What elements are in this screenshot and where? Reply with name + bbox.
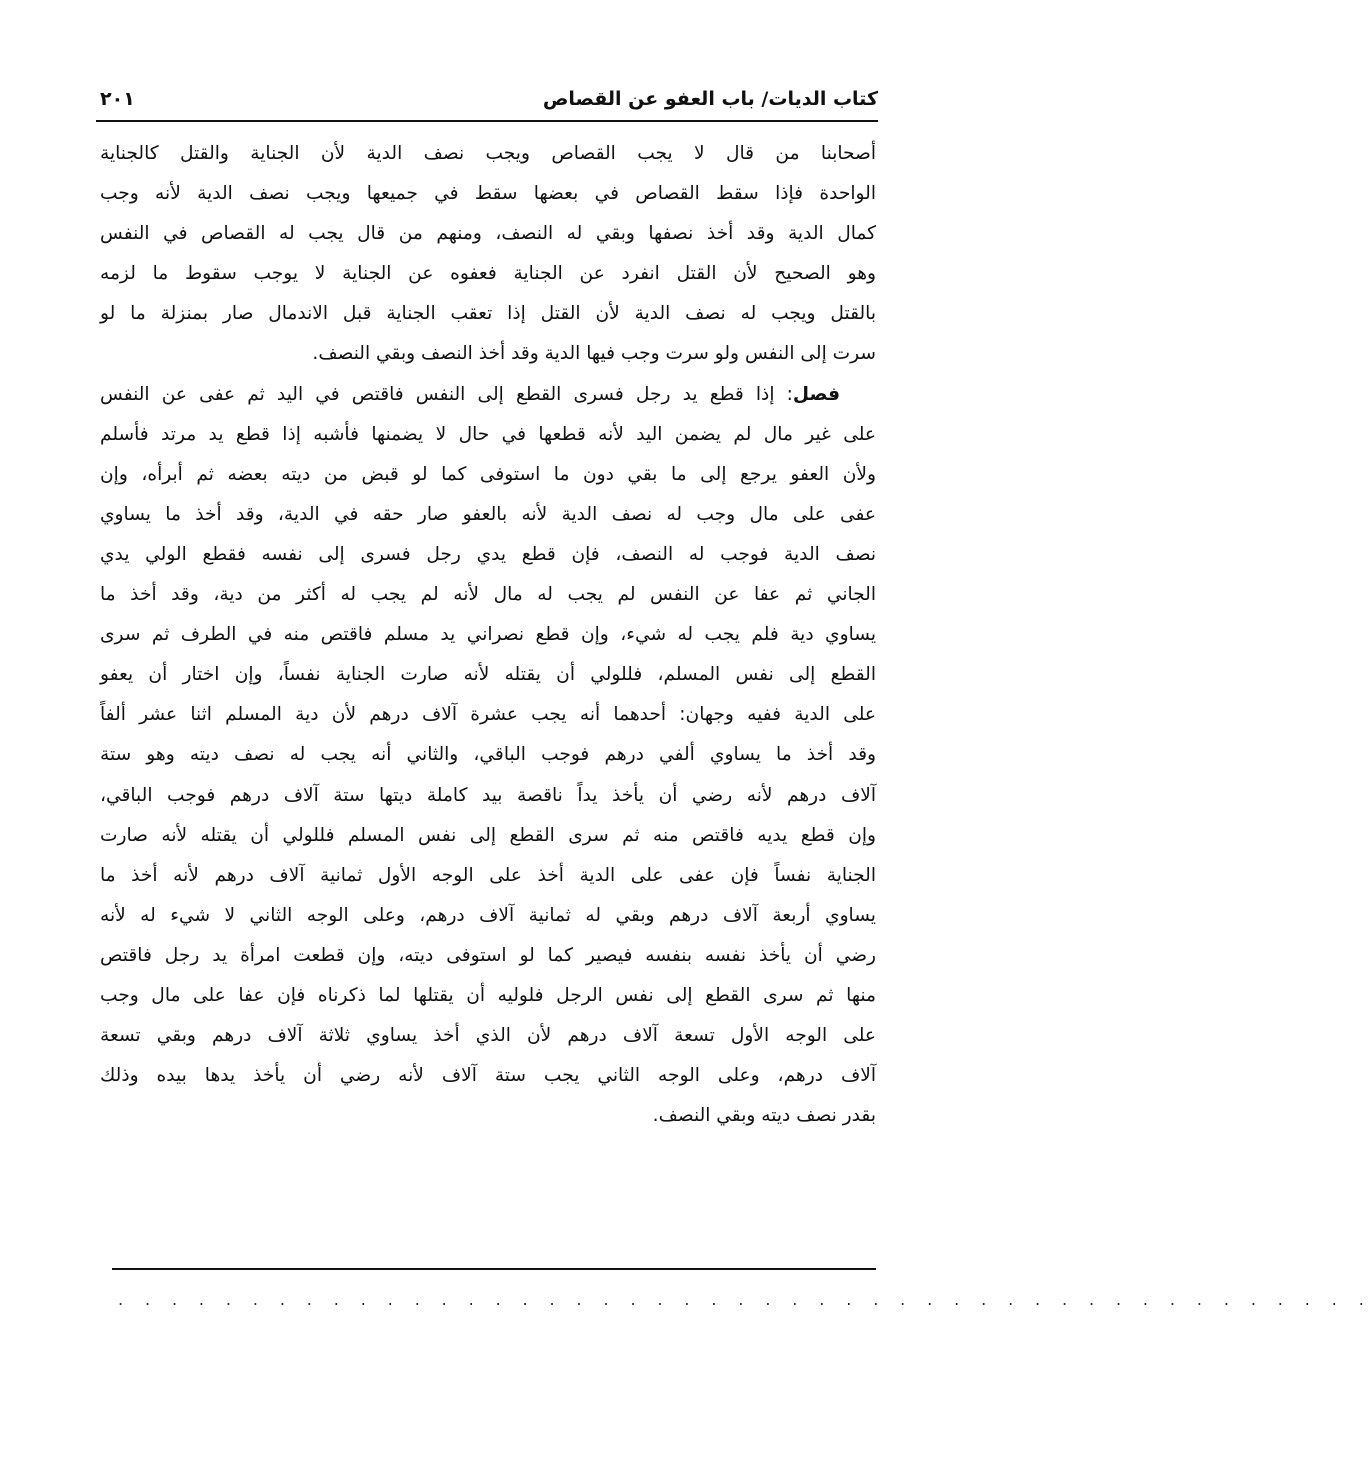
footnote-rule — [112, 1268, 876, 1270]
text-line: آلاف درهم، وعلى الوجه الثاني يجب ستة آلاف لأنه رضي أن يأخذ يدها بيده وذلك — [100, 1065, 876, 1087]
text-line: على الوجه الأول تسعة آلاف درهم لأن الذي أخذ يساوي ثلاثة آلاف درهم وبقي تسعة — [100, 1025, 876, 1047]
text-line: بقدر نصف ديته وبقي النصف. — [652, 1105, 876, 1127]
text-line: عفى على مال وجب له نصف الدية لأنه بالعفو صار حقه في الدية، وقد أخذ ما يساوي — [100, 503, 876, 525]
text-line: القطع إلى نفس المسلم، فللولي أن يقتله لأنه صارت الجناية نفساً، وإن اختار أن يعفو — [100, 664, 876, 686]
text-line: سرت إلى النفس ولو سرت وجب فيها الدية وقد أخذ النصف وبقي النصف. — [312, 343, 876, 365]
text-line: وإن قطع يديه فاقتص منه ثم سرى القطع إلى نفس المسلم فللولي أن يقتله لأنه صارت — [100, 824, 876, 846]
main-text — [100, 134, 876, 1136]
text-line: آلاف درهم لأنه رضي أن يأخذ يداً ناقصة بيد كاملة ديتها ستة آلاف درهم فوجب الباقي، — [100, 784, 876, 806]
text-line: على الدية ففيه وجهان: أحدهما أنه يجب عشرة آلاف درهم لأن دية المسلم اثنا عشر ألفاً — [100, 704, 876, 726]
text-line: الجاني ثم عفا عن النفس لم يجب له مال لأنه لم يجب له أكثر من دية، وقد أخذ ما — [100, 584, 876, 606]
text-line: بالقتل ويجب له نصف الدية لأن القتل إذا تعقب الجناية قبل الاندمال صار بمنزلة ما لو — [100, 303, 876, 325]
text-line: يساوي أربعة آلاف درهم وبقي له ثمانية آلاف درهم، وعلى الوجه الثاني لا شيء له لأنه — [100, 904, 876, 926]
text-line: أصحابنا من قال لا يجب القصاص ويجب نصف الدية لأن الجناية والقتل كالجناية — [100, 143, 876, 164]
text-line: رضي أن يأخذ نفسه بنفسه فيصير كما لو استوفى ديته، وإن قطعت امرأة يد رجل فاقتص — [100, 944, 876, 966]
page-number: ٢٠١ — [100, 88, 135, 110]
section-first-line — [100, 375, 876, 415]
running-header — [96, 84, 878, 120]
text-line: نصف الدية فوجب له النصف، فإن قطع يدي رجل فسرى إلى نفسه فقطع الولي يدي — [100, 543, 876, 565]
text-line: يساوي دية فلم يجب له شيء، وإن قطع نصراني يد مسلم فاقتص منه في الطرف ثم سرى — [100, 624, 876, 646]
header-rule — [96, 120, 878, 122]
text-line: وقد أخذ ما يساوي ألفي درهم فوجب الباقي، والثاني أنه يجب له نصف ديته وهو ستة — [100, 744, 876, 766]
text-line: كمال الدية وقد أخذ نصفها وبقي له النصف، ومنهم من قال يجب له القصاص في النفس — [100, 223, 876, 245]
chapter-title: كتاب الديات/ باب العفو عن القصاص — [542, 88, 878, 110]
section-first-line-text: : إذا قطع يد رجل فسرى القطع إلى النفس فاقتص في اليد ثم عفى عن النفس — [100, 383, 793, 405]
text-line: ولأن العفو يرجع إلى ما بقي دون ما استوفى كما لو قبض من ديته بعضه ثم أبرأه، وإن — [100, 463, 876, 485]
text-line: وهو الصحيح لأن القتل انفرد عن الجناية فعفوه عن الجناية لا يوجب سقوط ما لزمه — [100, 263, 876, 285]
text-line: منها ثم سرى القطع إلى نفس الرجل فلوليه أن يقتلها لما ذكرناه فإن عفا على مال وجب — [100, 984, 876, 1006]
text-line: الواحدة فإذا سقط القصاص في بعضها سقط في جميعها ويجب نصف الدية لأنه وجب — [100, 183, 876, 205]
section-label: فصل — [792, 383, 840, 405]
text-line: على غير مال لم يضمن اليد لأنه قطعها في حال لا يضمنها فأشبه إذا قطع يد مرتد فأسلم — [100, 423, 876, 445]
text-line: الجناية نفساً فإن عفى على الدية أخذ على الوجه الأول ثمانية آلاف درهم لأنه أخذ ما — [100, 864, 876, 886]
footnote-dotted-line: . . . . . . . . . . . . . . . . . . . . . . . . . . . . . . . . . . . . . . . . . . . . . . . — [118, 1290, 1372, 1309]
